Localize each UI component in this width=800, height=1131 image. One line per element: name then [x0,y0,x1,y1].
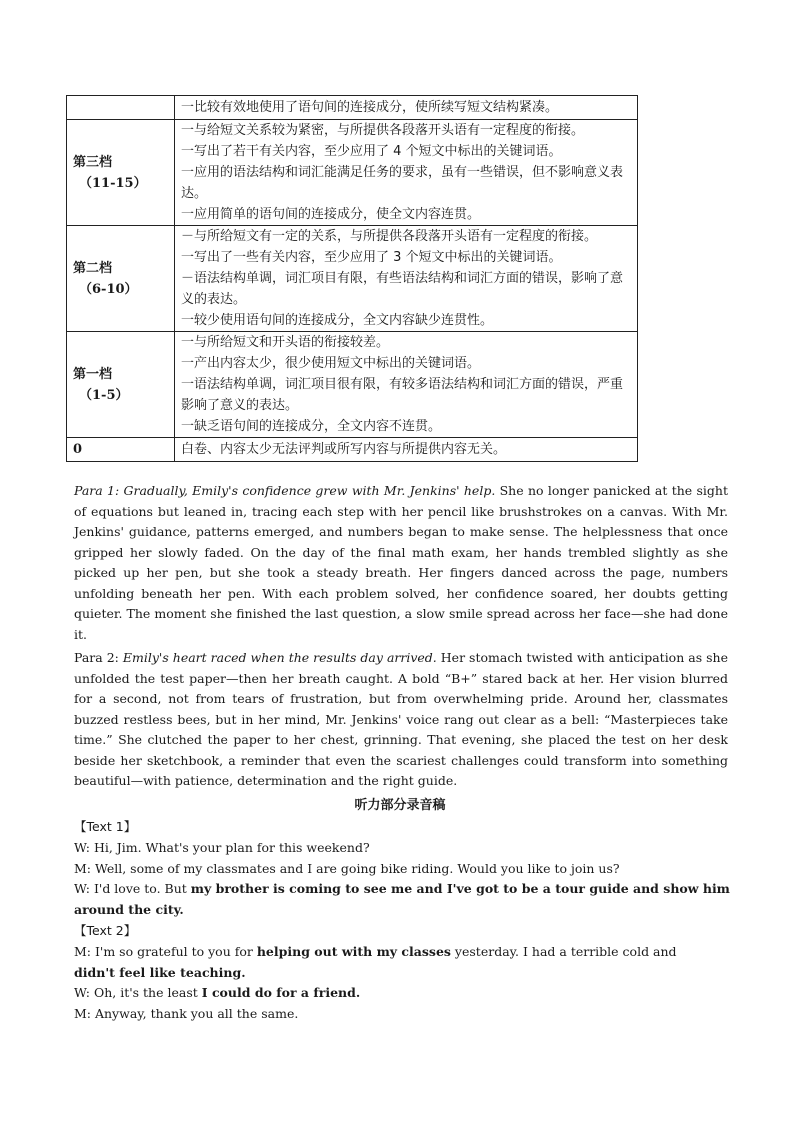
rubric-desc-cell [175,96,638,120]
transcript-text: yesterday. I had a terrible cold and [450,943,677,959]
rubric-row-continued [67,96,638,120]
transcript-text: M: I'm so grateful to you for [74,943,257,959]
grade-name: 第一档 [73,366,113,382]
rubric-row-tier1 [67,332,638,438]
text-2-label: 【Text 2】 [74,922,137,938]
grade-cell [67,226,175,332]
para-1 [74,481,728,645]
grade-name: 第二档 [73,260,113,276]
rubric-line: －与所给短文有一定的关系，与所提供各段落开头语有一定程度的衔接。 [181,229,598,244]
rubric-row-zero [67,438,638,462]
grade-cell [67,438,175,462]
transcript-highlight: didn't feel like teaching. [74,964,246,980]
grade-name: 0 [73,442,83,457]
grade-range: （11-15） [79,175,147,191]
rubric-desc-cell [175,226,638,332]
rubric-line: 一产出内容太少，很少使用短文中标出的关键词语。 [181,356,481,371]
rubric-desc-cell [175,120,638,226]
grade-cell-empty [67,96,175,120]
transcript-line [74,879,734,921]
grade-range: （1-5） [79,387,129,403]
rubric-line: 白卷、内容太少无法评判或所写内容与所提供内容无关。 [181,442,507,457]
para-2-lead: Emily's heart raced when the results day arrived. [122,650,437,665]
para-1-lead: Para 1: Gradually, Emily's confidence grew with Mr. Jenkins' help. [74,483,496,498]
grade-range: （6-10） [79,281,138,297]
para-1-body: She no longer panicked at the sight of equations but leaned in, tracing each step with her pencil like brushstrokes on a canvas. With Mr. Jenkins' guidance, patterns emerged, and numbers began to make sense. The helplessness that once gripped her slowly faded. On the day of the final math exam, her hands trembled slightly as she picked up her pen, but she took a steady breath. Her fingers danced across the page, numbers unfolding beneath her pen. With each problem solved, her confidence soared, her doubts getting quieter. The moment she finished the last question, a slow smile spread across her face—she had done it. [74,483,728,642]
rubric-line: 一应用简单的语句间的连接成分，使全文内容连贯。 [181,207,481,222]
rubric-line: 一写出了一些有关内容，至少应用了 3 个短文中标出的关键词语。 [181,250,562,265]
grade-cell [67,332,175,438]
para-2 [74,648,728,792]
grade-name: 第三档 [73,154,113,170]
transcript-title: 听力部分录音稿 [354,798,446,813]
rubric-line: 一写出了若干有关内容，至少应用了 4 个短文中标出的关键词语。 [181,144,562,159]
rubric-line: 一与所给短文和开头语的衔接较差。 [181,335,390,350]
transcript-line: M: Well, some of my classmates and I are going bike riding. Would you like to join us? [74,860,620,876]
transcript-line [74,942,734,984]
rubric-line: 一缺乏语句间的连接成分，全文内容不连贯。 [181,419,442,434]
text-1-label: 【Text 1】 [74,819,137,834]
rubric-row-tier3 [67,120,638,226]
rubric-line: 一与给短文关系较为紧密，与所提供各段落开头语有一定程度的衔接。 [181,123,585,138]
rubric-line: 一应用的语法结构和词汇能满足任务的要求，虽有一些错误，但不影响意义表达。 [181,165,624,201]
transcript-text: W: Oh, it's the least [74,985,202,1001]
transcript-highlight: I could do for a friend. [201,985,361,1001]
para-2-prefix: Para 2: [74,650,123,665]
rubric-desc-cell [175,332,638,438]
rubric-line: 一较少使用语句间的连接成分，全文内容缺少连贯性。 [181,313,494,328]
transcript-text: W: I'd love to. But [74,881,191,897]
rubric-line: 一语法结构单调，词汇项目很有限，有较多语法结构和词汇方面的错误，严重影响了意义的表达。 [181,377,624,413]
scoring-rubric-table [66,95,638,462]
grade-cell [67,120,175,226]
rubric-desc-cell [175,438,638,462]
transcript-line: W: Hi, Jim. What's your plan for this weekend? [74,839,370,855]
transcript-highlight: my brother is coming to see me and I've got to be a tour guide and show him around the city. [74,881,730,918]
listening-transcript [74,817,734,1025]
rubric-row-tier2 [67,226,638,332]
rubric-line: 一比较有效地使用了语句间的连接成分，使所续写短文结构紧凑。 [181,100,559,115]
transcript-line [74,983,734,1004]
para-2-body: Her stomach twisted with anticipation as she unfolded the test paper—then her breath caught. A bold “B+” stared back at her. Her vision blurred for a second, not from tears of frustration, but from overwhelming pride. Around her, classmates buzzed restless bees, but in her mind, Mr. Jenkins' voice rang out clear as a bell: “Masterpieces take time.” She clutched the paper to her chest, grinning. That evening, she placed the test on her desk beside her sketchbook, a reminder that even the scariest challenges could transform into something beautiful—with patience, determination and the right guide. [74,650,728,788]
transcript-highlight: helping out with my classes [256,943,451,959]
transcript-line: M: Anyway, thank you all the same. [74,1006,299,1022]
rubric-line: －语法结构单调，词汇项目有限，有些语法结构和词汇方面的错误，影响了意义的表达。 [181,271,624,307]
